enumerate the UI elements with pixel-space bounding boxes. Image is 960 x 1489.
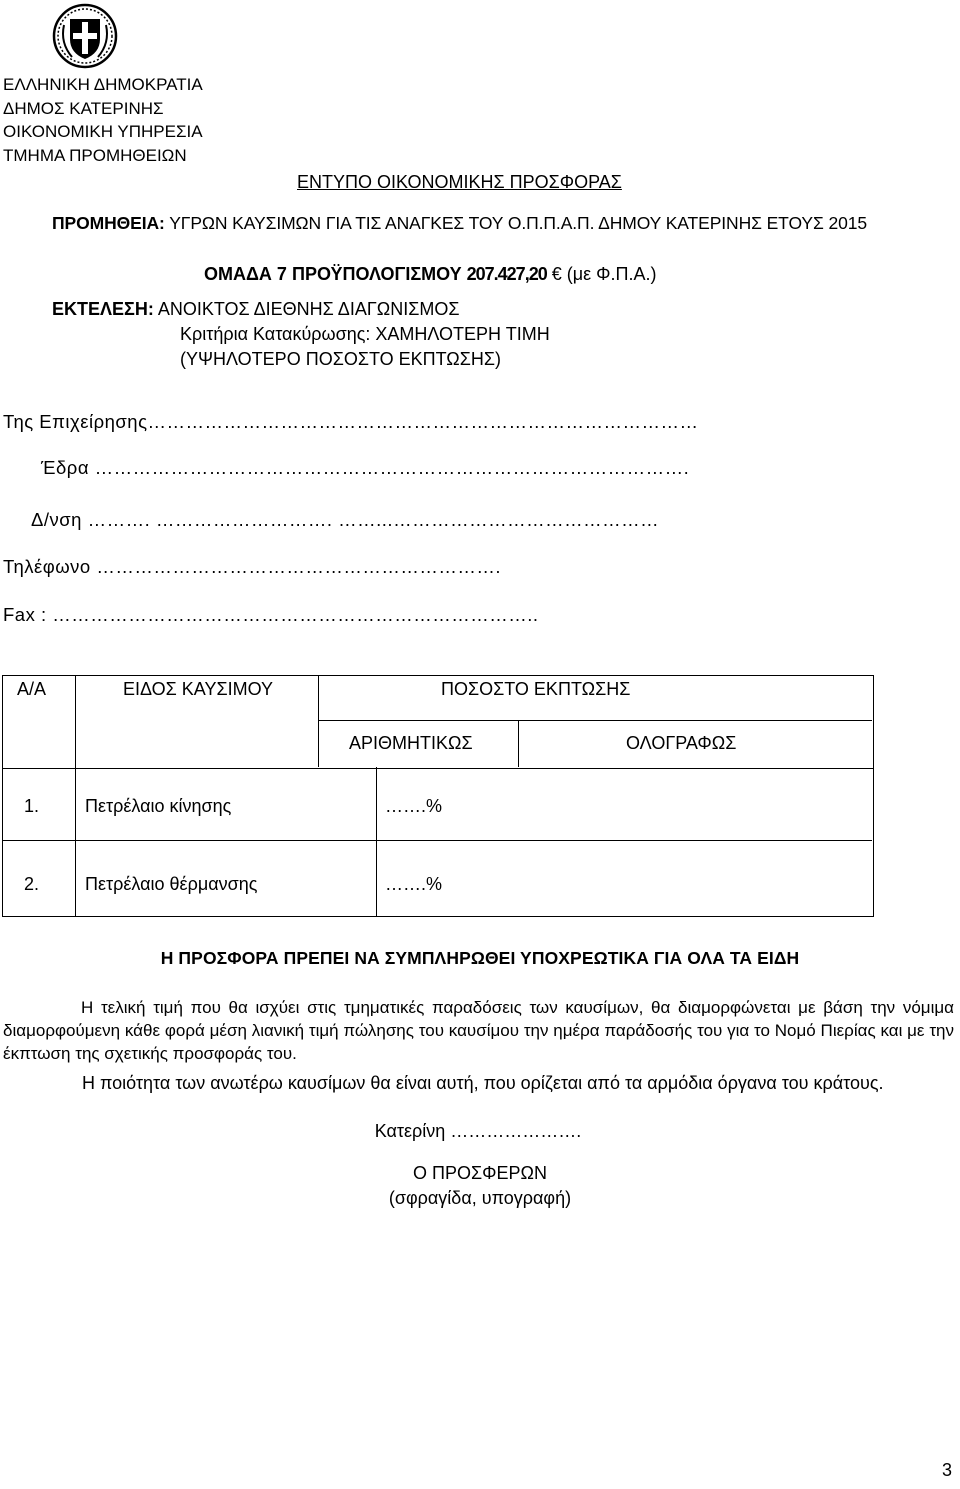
header-numeric: ΑΡΙΘΜΗΤΙΚΩΣ	[349, 733, 473, 753]
table-divider	[376, 767, 377, 916]
budget-vat: (με Φ.Π.Α.)	[561, 264, 657, 284]
budget-amount: 207.427,20	[466, 264, 547, 284]
execution-block	[52, 297, 550, 372]
execution-criteria: Κριτήρια Κατακύρωσης: ΧΑΜΗΛΟΤΕΡΗ ΤΙΜΗ	[180, 324, 550, 344]
budget-label: ΟΜΑΔΑ 7 ΠΡΟΫΠΟΛΟΓΙΣΜΟΥ	[204, 264, 467, 284]
seat-field[interactable]: Έδρα ………………………………………………………………………………….	[41, 457, 690, 478]
table-divider	[518, 720, 519, 767]
execution-label: ΕΚΤΕΛΕΣΗ:	[52, 299, 154, 319]
pricing-text: Η τελική τιμή που θα ισχύει στις τμηματικές παραδόσεις των καυσίμων, θα διαμορφώνεται με βάση την νόμιμα διαμορφούμενη κάθε φορά μέση λιανική τιμή πώλησης του καυσίμου την ημέρα παράδοσής του για το Νομό Πιερίας και με την έκπτωση της σχετικής προσφοράς του.	[3, 998, 954, 1063]
quality-text: Η ποιότητα των ανωτέρω καυσίμων θα είναι αυτή, που ορίζεται από τα αρμόδια όργανα του κράτους.	[82, 1073, 884, 1093]
execution-type: ΑΝΟΙΚΤΟΣ ΔΙΕΘΝΗΣ ΔΙΑΓΩΝΙΣΜΟΣ	[153, 299, 460, 319]
row-1-aa: 1.	[24, 796, 40, 816]
address-field[interactable]: Δ/νση ………. ………………………. ……...……………………………………	[31, 509, 660, 530]
procurement-label: ΠΡΟΜΗΘΕΙΑ:	[52, 213, 165, 233]
signer-title: Ο ΠΡΟΣΦΕΡΩΝ	[413, 1163, 547, 1183]
header-fuel-type: ΕΙΔΟΣ ΚΑΥΣΙΜΟΥ	[123, 679, 274, 699]
procurement-text: ΥΓΡΩΝ ΚΑΥΣΙΜΩΝ ΓΙΑ ΤΙΣ ΑΝΑΓΚΕΣ ΤΟΥ Ο.Π.Π.Α.Π. ΔΗΜΟΥ ΚΑΤΕΡΙΝΗΣ ΕΤΟΥΣ 2015	[164, 213, 867, 233]
header-organization	[3, 73, 203, 167]
header-line-municipality: ΔΗΜΟΣ ΚΑΤΕΡΙΝΗΣ	[3, 98, 164, 118]
quality-paragraph	[10, 1071, 955, 1095]
mandatory-notice: Η ΠΡΟΣΦΟΡΑ ΠΡΕΠΕΙ ΝΑ ΣΥΜΠΛΗΡΩΘΕΙ ΥΠΟΧΡΕΩΤΙΚΑ ΓΙΑ ΟΛΑ ΤΑ ΕΙΔΗ	[160, 948, 800, 968]
header-words: ΟΛΟΓΡΑΦΩΣ	[626, 733, 737, 753]
phone-field[interactable]: Τηλέφωνο ……………………………………………………….	[3, 556, 501, 577]
company-field[interactable]: Της Επιχείρησης……………………………………………………………………………	[3, 411, 699, 432]
table-divider	[318, 720, 872, 721]
pricing-paragraph	[3, 996, 954, 1065]
row-2-fuel-type: Πετρέλαιο θέρμανσης	[85, 874, 258, 894]
row-1-numeric-discount[interactable]: …….%	[385, 796, 443, 816]
table-divider	[75, 675, 76, 767]
header-line-country: ΕΛΛΗΝΙΚΗ ΔΗΜΟΚΡΑΤΙΑ	[3, 75, 203, 94]
procurement-line	[52, 213, 867, 234]
table-divider	[75, 767, 76, 916]
table-divider	[318, 675, 319, 767]
header-discount: ΠΟΣΟΣΤΟ ΕΚΠΤΩΣΗΣ	[441, 679, 631, 699]
greek-coat-of-arms-icon	[52, 3, 118, 69]
signature-note: (σφραγίδα, υπογραφή)	[388, 1188, 572, 1208]
budget-currency: €	[546, 264, 562, 284]
row-1-fuel-type: Πετρέλαιο κίνησης	[85, 796, 232, 816]
row-2-aa: 2.	[24, 874, 40, 894]
document-title: ΕΝΤΥΠΟ ΟΙΚΟΝΟΜΙΚΗΣ ΠΡΟΣΦΟΡΑΣ	[297, 172, 622, 192]
page-number: 3	[941, 1460, 952, 1480]
execution-criteria-detail: (ΥΨΗΛΟΤΕΡΟ ΠΟΣΟΣΤΟ ΕΚΠΤΩΣΗΣ)	[180, 349, 502, 369]
place-date[interactable]: Κατερίνη ………………….	[374, 1121, 582, 1141]
table-divider	[2, 840, 872, 841]
row-2-numeric-discount[interactable]: …….%	[385, 874, 443, 894]
header-aa: Α/Α	[17, 679, 47, 699]
budget-line	[204, 264, 657, 285]
header-line-service: ΟΙΚΟΝΟΜΙΚΗ ΥΠΗΡΕΣΙΑ	[3, 122, 203, 141]
header-line-department: ΤΜΗΜΑ ΠΡΟΜΗΘΕΙΩΝ	[3, 145, 187, 165]
fax-field[interactable]: Fax : …………………………………………………………………..	[3, 604, 539, 625]
